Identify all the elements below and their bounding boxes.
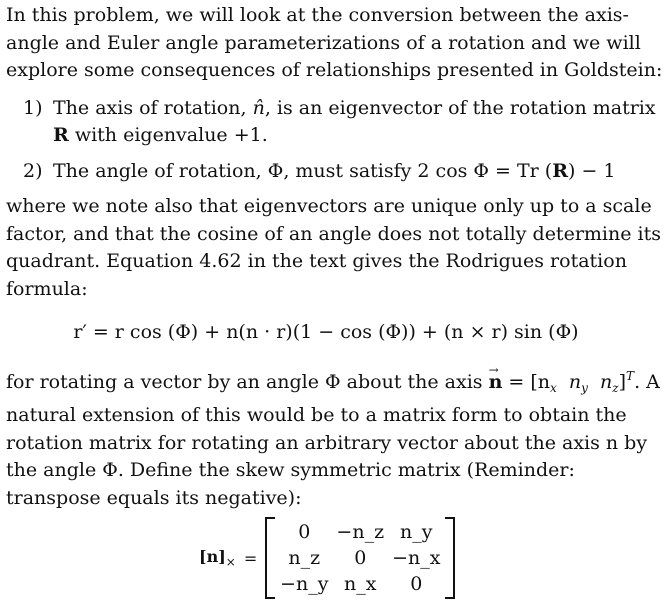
matrix-cell: −n_y xyxy=(280,573,329,595)
matrix-cell: −n_z xyxy=(336,521,385,543)
skew-symmetric-matrix-equation xyxy=(199,516,455,600)
matrix-cell: n_x xyxy=(344,573,377,595)
list-item-number: 2) xyxy=(23,159,43,182)
matrix-cell: −n_x xyxy=(392,547,441,569)
paragraph-matrix-extension xyxy=(6,363,666,513)
rotation-matrix-symbol: R xyxy=(552,159,569,182)
para-text-part: ] xyxy=(618,370,627,393)
matrix-cell: n_z xyxy=(288,547,321,569)
rotation-matrix-symbol: R xyxy=(53,124,69,146)
item-text-part: with eigenvalue +1. xyxy=(68,124,268,146)
list-item-2 xyxy=(23,158,666,186)
para-text-part: = [n xyxy=(502,370,551,393)
matrix-cell: 0 xyxy=(410,573,423,595)
n-hat-symbol: n̂ xyxy=(252,96,265,119)
matrix-lhs-symbol: [n] xyxy=(199,547,226,566)
matrix-lhs-subscript: × xyxy=(225,555,236,569)
document-page xyxy=(6,2,666,512)
intro-paragraph: In this problem, we will look at the conversion between the axis-angle and Euler angle parameterizations of a rotation and we will explore some consequences of relationships presented in Goldstein: xyxy=(6,4,663,81)
subscript: x xyxy=(550,380,557,395)
matrix-cell: 0 xyxy=(298,521,311,543)
item-text-part: The angle of rotation, Φ, must satisfy 2 cos Φ = Tr ( xyxy=(53,159,553,182)
matrix-lhs xyxy=(199,547,236,569)
item-text-part: , is an eigenvector of the rotation matrix xyxy=(264,96,656,119)
para-text-part: for rotating a vector by an angle Φ about the axis xyxy=(6,370,489,393)
item-text-part: ) − 1 xyxy=(568,159,616,182)
matrix-cell: 0 xyxy=(354,547,367,569)
list-item-1 xyxy=(23,95,666,150)
list-item-number: 1) xyxy=(23,96,43,119)
paragraph-eigenvector-note: where we note also that eigenvectors are unique only up to a scale factor, and that the cosine of an angle does not totally determine its quadrant. Equation 4.62 in the text gives the Rodrigues rotation formula: xyxy=(6,195,661,300)
para-text-part: n xyxy=(568,370,582,393)
rodrigues-equation: r′ = r cos (Φ) + n(n · r)(1 − cos (Φ)) + (n × r) sin (Φ) xyxy=(73,321,579,343)
subscript: z xyxy=(612,380,619,395)
left-bracket xyxy=(265,517,275,599)
para-text-part: n xyxy=(600,370,613,393)
equals-sign: = xyxy=(243,548,258,568)
superscript: T xyxy=(626,368,635,383)
subscript: y xyxy=(581,380,588,395)
para-text-part: . A natural extension of this would be to a matrix form to obtain the rotation matrix for rotating an arbitrary vector about the axis n by the angle Φ. Define the skew symmetric matrix (Reminder: transpose equals its negative): xyxy=(6,370,660,509)
item-text-part: The axis of rotation, xyxy=(53,96,253,119)
matrix-grid xyxy=(275,519,445,597)
n-vector-symbol: → n xyxy=(489,369,503,397)
right-bracket xyxy=(445,517,455,599)
enumerated-list xyxy=(6,95,666,186)
list-item-text xyxy=(53,95,666,150)
list-item-text xyxy=(53,158,666,186)
matrix-cell: n_y xyxy=(400,521,433,543)
